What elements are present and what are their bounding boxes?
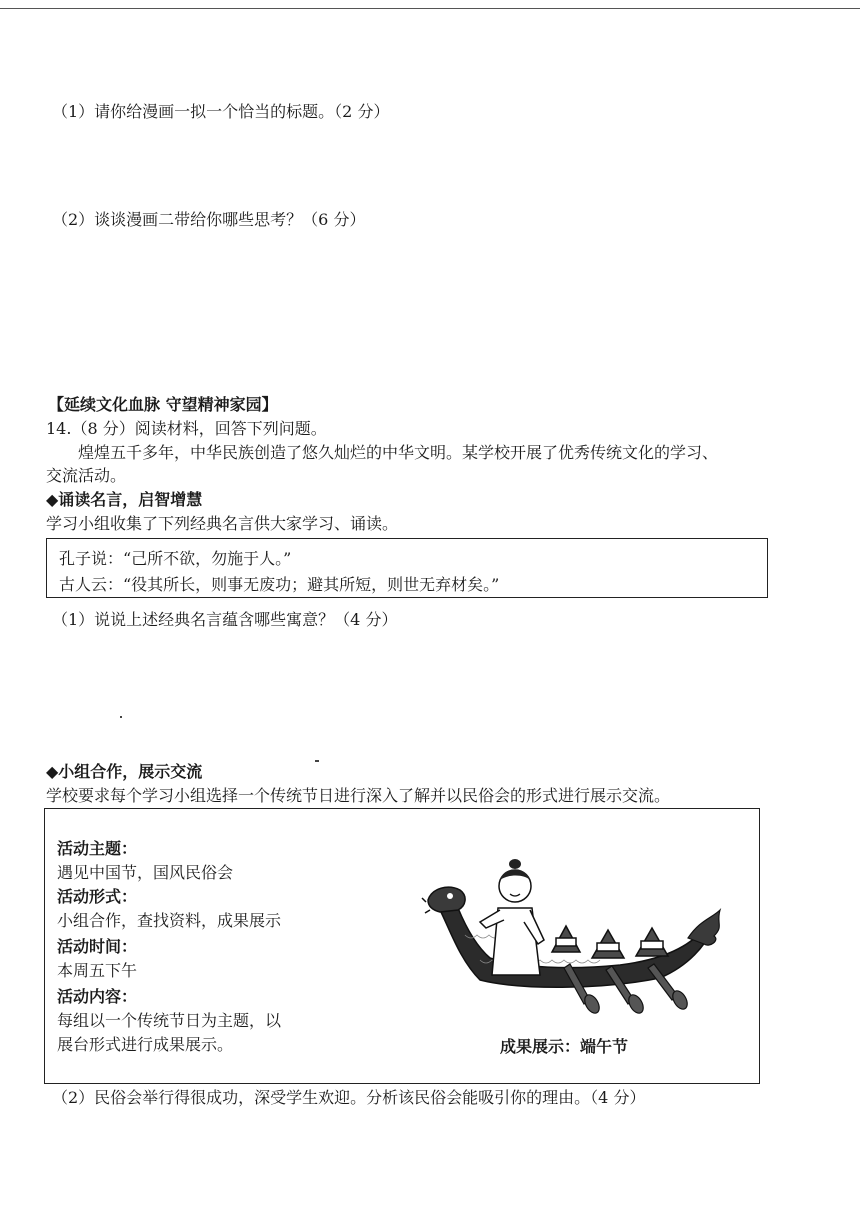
zongzi-character-icon [592,930,624,958]
q13-part1: （1）请你给漫画一拟一个恰当的标题。（2 分） [52,102,390,121]
page-top-border [0,8,860,9]
q14-intro-line2: 交流活动。 [46,466,127,485]
q14-header: 14.（8 分）阅读材料，回答下列问题。 [46,419,327,438]
activity-content-label: 活动内容： [57,987,138,1006]
quote-confucius: 孔子说：“己所不欲，勿施于人。” [59,549,292,568]
zongzi-character-icon [636,928,668,956]
activity-content-value-line2: 展台形式进行成果展示。 [57,1035,234,1054]
dragon-boat-illustration [420,840,730,1020]
activity-form-label: 活动形式： [57,887,138,906]
scan-speck [315,760,319,762]
activity-theme-value: 遇见中国节，国风民俗会 [57,863,234,882]
activity-time-value: 本周五下午 [57,961,138,980]
subsection-title-group: ◆小组合作，展示交流 [46,762,203,781]
q13-part2: （2）谈谈漫画二带给你哪些思考？（6 分） [52,210,366,229]
quote-ancient: 古人云：“役其所长，则事无废功；避其所短，则世无弃材矣。” [59,575,500,594]
subsection-desc-group: 学校要求每个学习小组选择一个传统节日进行深入了解并以民俗会的形式进行展示交流。 [46,786,671,805]
zongzi-character-icon [552,926,580,952]
q14-part1: （1）说说上述经典名言蕴含哪些寓意？（4 分） [52,610,398,629]
subsection-title-quotes: ◆诵读名言，启智增慧 [46,490,203,509]
activity-theme-label: 活动主题： [57,839,138,858]
dragon-tail-icon [688,910,720,945]
section-title: 【延续文化血脉 守望精神家园】 [48,395,278,414]
activity-time-label: 活动时间： [57,937,138,956]
quotes-box [46,538,768,598]
subsection-desc-quotes: 学习小组收集了下列经典名言供大家学习、诵读。 [46,514,399,533]
activity-form-value: 小组合作，查找资料，成果展示 [57,911,282,930]
scan-speck [120,716,122,718]
dragon-head-icon [422,887,465,913]
q14-intro-line1: 煌煌五千多年，中华民族创造了悠久灿烂的中华文明。某学校开展了优秀传统文化的学习、 [78,443,719,462]
activity-content-value-line1: 每组以一个传统节日为主题，以 [57,1011,282,1030]
activity-caption: 成果展示：端午节 [500,1037,629,1056]
q14-part2: （2）民俗会举行得很成功，深受学生欢迎。分析该民俗会能吸引你的理由。（4 分） [52,1088,646,1107]
